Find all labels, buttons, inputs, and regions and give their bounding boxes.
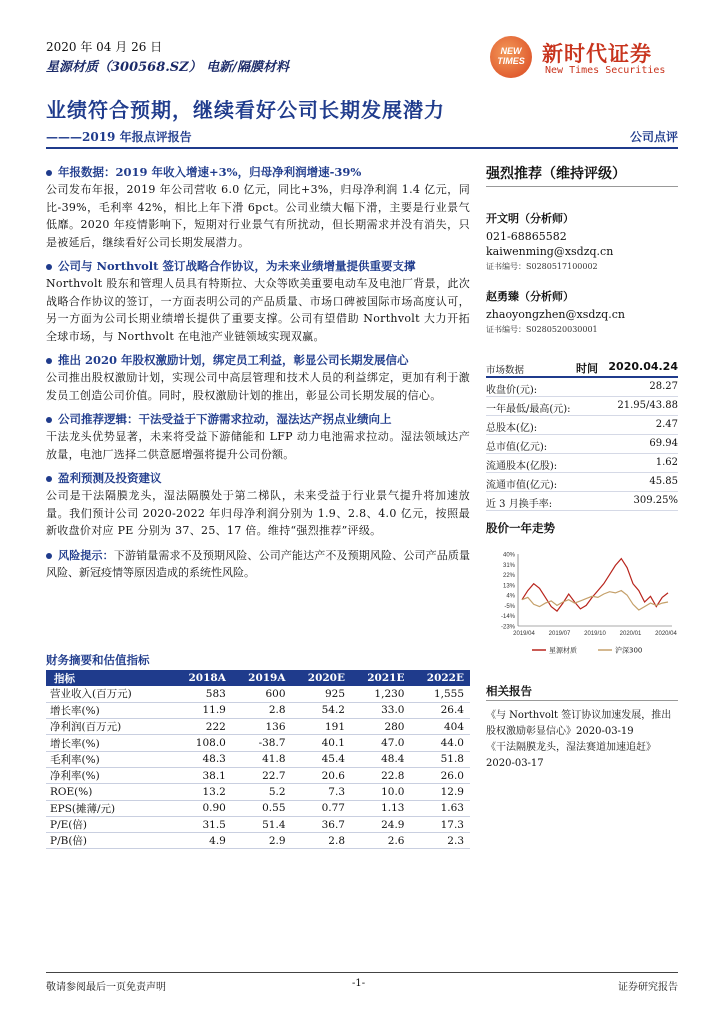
table-cell: 5.2	[232, 784, 292, 800]
rating-divider	[486, 186, 678, 187]
market-data-row	[486, 455, 678, 473]
market-time-value: 2020.04.24	[608, 360, 678, 373]
analyst-name: 开文明（分析师）	[486, 212, 574, 225]
footer-disclaimer: 敬请参阅最后一页免责声明	[46, 982, 166, 993]
market-data-label: 市场数据	[486, 365, 525, 376]
y-tick-label: 31%	[502, 562, 515, 569]
table-row	[46, 702, 470, 718]
market-data-key: 流通股本(亿股):	[486, 461, 558, 472]
table-cell: 48.4	[351, 751, 410, 767]
legend-label: 沪深300	[615, 646, 643, 655]
risk-label: 风险提示：	[58, 548, 114, 562]
market-data-row	[486, 417, 678, 435]
bullet-icon	[46, 170, 52, 176]
table-row	[46, 686, 470, 702]
table-cell: 51.4	[232, 816, 292, 832]
table-cell: 7.3	[292, 784, 351, 800]
market-data-value: 1.62	[655, 457, 678, 468]
market-data-value: 309.25%	[633, 495, 678, 506]
section-heading: 公司推荐逻辑：干法受益于下游需求拉动，湿法达产拐点业绩向上	[46, 411, 470, 428]
table-cell: 2.3	[410, 833, 470, 849]
table-row	[46, 800, 470, 816]
market-data-value: 2.47	[655, 419, 678, 430]
market-data-key: 近 3 月换手率:	[486, 499, 553, 510]
table-cell: 108.0	[172, 735, 232, 751]
table-cell: 36.7	[292, 816, 351, 832]
table-cell: 33.0	[351, 702, 410, 718]
stock-ticker: 星源材质（300568.SZ） 电新/隔膜材料	[46, 60, 289, 75]
fin-table-title: 财务摘要和估值指标	[46, 653, 150, 667]
table-cell: 2.9	[232, 833, 292, 849]
table-row	[46, 735, 470, 751]
table-cell: 48.3	[172, 751, 232, 767]
y-tick-label: -14%	[500, 614, 515, 621]
analyst-email[interactable]: zhaoyongzhen@xsdzq.cn	[486, 308, 625, 321]
table-cell: 增长率(%)	[46, 702, 172, 718]
bullet-icon	[46, 553, 52, 559]
related-reports-title: 相关报告	[486, 684, 532, 698]
logo-english-name: New Times Securities	[545, 65, 666, 76]
x-tick-label: 2019/07	[548, 631, 571, 637]
report-type: 公司点评	[629, 130, 678, 144]
table-cell: ROE(%)	[46, 784, 172, 800]
table-cell: 22.8	[351, 767, 410, 783]
table-header-cell: 2020E	[292, 670, 351, 686]
table-cell: P/B(倍)	[46, 833, 172, 849]
table-row	[46, 719, 470, 735]
report-title: 业绩符合预期，继续看好公司长期发展潜力	[46, 98, 445, 122]
table-cell: 增长率(%)	[46, 735, 172, 751]
section-paragraph: Northvolt 股东和管理人员具有特斯拉、大众等欧美重要电动车及电池厂背景，此次战略合作协议的签订，一方面表明公司的产品质量、市场口碑被国际市场高度认可，另一方面为公司长期业绩增长提供了重要支撑。公司有望借助 Northvolt 大力开拓全球市场，与 Northvolt 在电池产业链领域实现双赢。	[46, 277, 470, 343]
market-data-key: 收盘价(元):	[486, 385, 538, 396]
y-tick-label: 40%	[502, 552, 515, 559]
report-date: 2020 年 04 月 26 日	[46, 40, 163, 54]
footer-label: 证券研究报告	[618, 982, 678, 993]
table-cell: 营业收入(百万元)	[46, 686, 172, 702]
analyst-phone: 021-68865582	[486, 230, 567, 243]
logo-circle-text: NEW TIMES	[497, 46, 525, 66]
section-heading: 推出 2020 年股权激励计划，绑定员工利益，彰显公司长期发展信心	[46, 352, 470, 369]
section-paragraph: 公司发布年报，2019 年公司营收 6.0 亿元，同比+3%，归母净利润 1.4 亿元，同比-39%，毛利率 42%，相比上年下滑 6pct。公司业绩大幅下滑，主要是行业景气低靡。2020 年疫情影响下，短期对行业景气有所扰动，但长期需求并没有消失，只是被延后，继续看好公司长期发展潜力。	[46, 183, 470, 249]
table-cell: 222	[172, 719, 232, 735]
section-heading: 盈利预测及投资建议	[46, 470, 470, 487]
bullet-icon	[46, 264, 52, 270]
table-row	[46, 751, 470, 767]
table-cell: 31.5	[172, 816, 232, 832]
table-cell: 20.6	[292, 767, 351, 783]
market-data-key: 总市值(亿元):	[486, 442, 548, 453]
table-cell: 11.9	[172, 702, 232, 718]
footer-divider	[46, 972, 678, 973]
table-cell: 41.8	[232, 751, 292, 767]
investment-rating: 强烈推荐（维持评级）	[486, 166, 626, 182]
table-cell: 44.0	[410, 735, 470, 751]
table-cell: 51.8	[410, 751, 470, 767]
market-data-key: 总股本(亿):	[486, 423, 538, 434]
analyst-card	[486, 289, 678, 337]
y-tick-label: 4%	[506, 593, 515, 600]
section-heading: 年报数据：2019 年收入增速+3%，归母净利润增速-39%	[46, 164, 470, 181]
x-tick-label: 2019/10	[584, 631, 606, 637]
report-subtitle: ———2019 年报点评报告	[46, 130, 192, 144]
table-cell: 0.55	[232, 800, 292, 816]
bullet-icon	[46, 417, 52, 423]
header-divider	[46, 147, 678, 149]
market-time-label: 时间	[576, 362, 598, 375]
analyst-name: 赵勇臻（分析师）	[486, 290, 574, 303]
table-cell: 毛利率(%)	[46, 751, 172, 767]
table-cell: 净利率(%)	[46, 767, 172, 783]
analyst-email[interactable]: kaiwenming@xsdzq.cn	[486, 245, 614, 258]
stock-price-chart	[486, 540, 678, 662]
table-cell: 40.1	[292, 735, 351, 751]
analyst-card	[486, 211, 678, 274]
x-tick-label: 2020/04	[655, 631, 677, 637]
section-heading: 公司与 Northvolt 签订战略合作协议，为未来业绩增量提供重要支撑	[46, 258, 470, 275]
financial-summary-table	[46, 670, 470, 849]
y-tick-label: -5%	[504, 603, 515, 610]
risk-warning	[46, 547, 470, 582]
market-data-row	[486, 436, 678, 454]
market-data-key: 一年最低/最高(元):	[486, 404, 571, 415]
table-cell: 583	[172, 686, 232, 702]
analyst-cert: 证书编号：S0280517100002	[486, 262, 598, 271]
table-cell: P/E(倍)	[46, 816, 172, 832]
table-header-cell: 2021E	[351, 670, 410, 686]
bullet-icon	[46, 358, 52, 364]
analyst-cert: 证书编号：S0280520030001	[486, 325, 598, 334]
table-header-cell: 2018A	[172, 670, 232, 686]
table-header-cell: 指标	[46, 670, 172, 686]
brand-logo	[490, 36, 690, 80]
y-tick-label: -23%	[500, 624, 515, 631]
related-divider	[486, 700, 678, 701]
table-cell: 600	[232, 686, 292, 702]
table-cell: 2.8	[292, 833, 351, 849]
table-cell: 38.1	[172, 767, 232, 783]
table-cell: 1,555	[410, 686, 470, 702]
market-data-key: 流通市值(亿元):	[486, 480, 558, 491]
risk-text: 下游销量需求不及预期风险、公司产能达产不及预期风险、公司产品质量风险、新冠疫情等原因造成的系统性风险。	[46, 548, 470, 579]
market-data-row	[486, 474, 678, 492]
table-cell: 0.77	[292, 800, 351, 816]
table-cell: 54.2	[292, 702, 351, 718]
market-data-row	[486, 379, 678, 397]
table-row	[46, 816, 470, 832]
table-cell: 10.0	[351, 784, 410, 800]
table-cell: 22.7	[232, 767, 292, 783]
table-cell: 4.9	[172, 833, 232, 849]
legend-label: 星源材质	[549, 646, 577, 655]
table-cell: 136	[232, 719, 292, 735]
table-cell: EPS(摊薄/元)	[46, 800, 172, 816]
table-cell: 24.9	[351, 816, 410, 832]
chart-title: 股价一年走势	[486, 521, 555, 535]
y-tick-label: 13%	[502, 583, 515, 590]
table-cell: 404	[410, 719, 470, 735]
table-row	[46, 784, 470, 800]
x-tick-label: 2020/01	[619, 631, 642, 637]
table-header-cell: 2022E	[410, 670, 470, 686]
market-data-value: 28.27	[649, 381, 678, 392]
table-header-cell: 2019A	[232, 670, 292, 686]
table-row	[46, 767, 470, 783]
related-report-item[interactable]: 《与 Northvolt 签订协议加速发展，推出股权激励彰显信心》2020-03-19	[486, 710, 672, 737]
table-cell: 净利润(百万元)	[46, 719, 172, 735]
y-tick-label: 22%	[502, 573, 515, 580]
bullet-icon	[46, 476, 52, 482]
table-cell: 2.6	[351, 833, 410, 849]
market-data-row	[486, 398, 678, 416]
market-data-value: 21.95/43.88	[617, 400, 678, 411]
table-cell: 191	[292, 719, 351, 735]
table-cell: 0.90	[172, 800, 232, 816]
table-cell: 12.9	[410, 784, 470, 800]
section-paragraph: 干法龙头优势显著，未来将受益下游储能和 LFP 动力电池需求拉动。湿法领域达产放量，电池厂选择二供意愿增强将提升公司份额。	[46, 430, 470, 461]
table-cell: 2.8	[232, 702, 292, 718]
table-cell: -38.7	[232, 735, 292, 751]
table-cell: 1,230	[351, 686, 410, 702]
page-number: -1-	[352, 978, 366, 989]
series-line	[522, 559, 668, 612]
table-cell: 17.3	[410, 816, 470, 832]
table-cell: 280	[351, 719, 410, 735]
table-cell: 26.4	[410, 702, 470, 718]
section-paragraph: 公司是干法隔膜龙头，湿法隔膜处于第二梯队，未来受益于行业景气提升将加速放量。我们预计公司 2020-2022 年归母净利润分别为 1.9、2.8、4.0 亿元，按照最新收盘价对应 PE 分别为 37、25、17 倍。维持“强烈推荐”评级。	[46, 489, 470, 537]
table-cell: 925	[292, 686, 351, 702]
related-report-item[interactable]: 《干法隔膜龙头，湿法赛道加速追赶》2020-03-17	[486, 742, 656, 769]
section-paragraph: 公司推出股权激励计划，实现公司中高层管理和技术人员的利益绑定，更加有利于激发员工创造公司价值。同时，股权激励计划的推出，彰显公司长期发展的信心。	[46, 371, 470, 402]
table-row	[46, 833, 470, 849]
main-body	[46, 158, 470, 582]
x-tick-label: 2019/04	[513, 631, 535, 637]
table-cell: 1.13	[351, 800, 410, 816]
table-cell: 26.0	[410, 767, 470, 783]
market-data-value: 69.94	[649, 438, 678, 449]
table-cell: 1.63	[410, 800, 470, 816]
logo-chinese-name: 新时代证券	[542, 42, 652, 66]
table-header-row	[46, 670, 470, 686]
market-data-divider	[486, 376, 678, 378]
market-data-value: 45.85	[649, 476, 678, 487]
market-data-row	[486, 493, 678, 511]
table-cell: 13.2	[172, 784, 232, 800]
table-cell: 47.0	[351, 735, 410, 751]
table-cell: 45.4	[292, 751, 351, 767]
